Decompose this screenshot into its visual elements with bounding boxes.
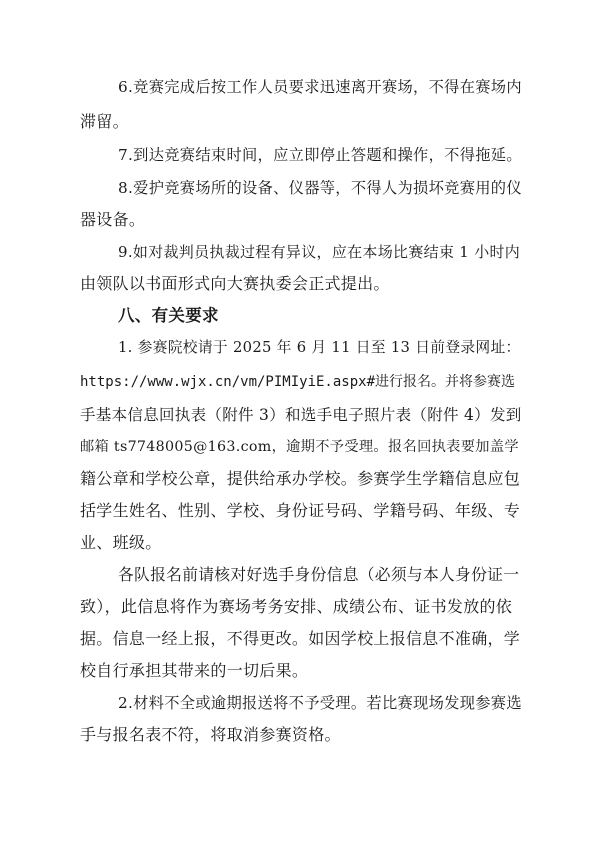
rule-9-line-1: 9.如对裁判员执裁过程有异议，应在本场比赛结束 1 小时内 — [118, 243, 521, 261]
para3-line-1: 2.材料不全或逾期报送将不予受理。若比赛现场发现参赛选 — [118, 694, 522, 712]
para2-line-1: 各队报名前请核对好选手身份信息（必须与本人身份证一 — [118, 565, 520, 584]
para1-line-1: 1. 参赛院校请于 2025 年 6 月 11 日至 13 日前登录网址： — [118, 339, 521, 356]
rule-6-line-2: 滞留。 — [80, 112, 129, 131]
para3-line-2: 手与报名表不符，将取消参赛资格。 — [80, 725, 341, 744]
para1-line-6: 括学生姓名、性别、学校、身份证号码、学籍号码、年级、专 — [80, 501, 521, 520]
para2-line-3: 据。信息一经上报，不得更改。如因学校上报信息不准确，学 — [80, 629, 521, 648]
para1-line-4: 邮箱 ts7748005@163.com，逾期不予受理。报名回执表要加盖学 — [80, 439, 519, 455]
para2-line-2: 致），此信息将作为赛场考务安排、成绩公布、证书发放的依 — [80, 597, 513, 616]
para1-line-5: 籍公章和学校公章，提供给承办学校。参赛学生学籍信息应包 — [80, 469, 521, 488]
para1-line-2: https://www.wjx.cn/vm/PIMIyiE.aspx#进行报名。并将参赛选 — [80, 374, 516, 390]
rule-8-line-2: 器设备。 — [80, 210, 146, 229]
section-heading: 八、有关要求 — [118, 306, 219, 325]
rule-7-line-1: 7.到达竞赛结束时间，应立即停止答题和操作，不得拖延。 — [118, 146, 522, 164]
para1-line-3: 手基本信息回执表（附件 3）和选手电子照片表（附件 4）发到 — [80, 406, 522, 424]
para2-line-4: 校自行承担其带来的一切后果。 — [80, 661, 309, 680]
rule-8-line-1: 8.爱护竞赛场所的设备、仪器等，不得人为损坏竞赛用的仪 — [118, 179, 522, 197]
rule-9-line-2: 由领队以书面形式向大赛执委会正式提出。 — [80, 274, 390, 293]
rule-6-line-1: 6.竞赛完成后按工作人员要求迅速离开赛场，不得在赛场内 — [118, 78, 522, 96]
para1-line-7: 业、班级。 — [80, 533, 162, 552]
